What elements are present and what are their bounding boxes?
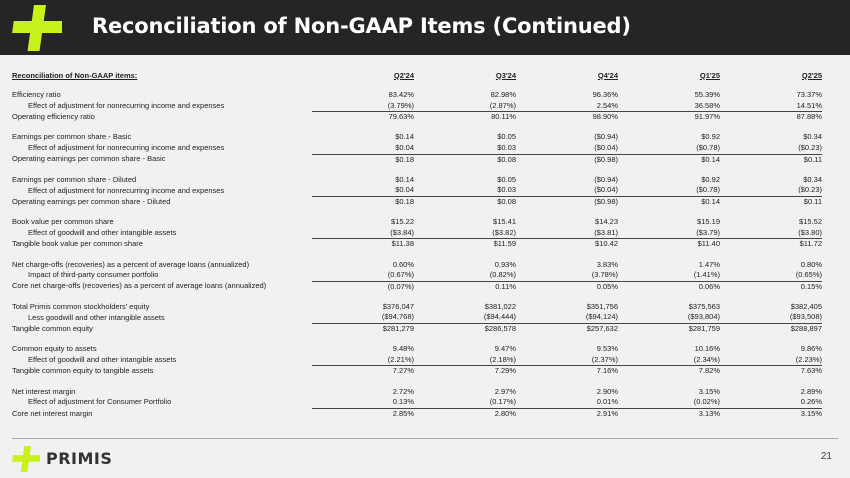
table-cell: 0.01% [516,397,618,408]
column-header: Q1'25 [699,70,720,80]
table-header-label: Reconciliation of Non-GAAP items: [12,70,138,80]
table-header-row [12,70,822,82]
table-cell: ($94,124) [516,312,618,323]
group-spacer [12,377,822,387]
table-row [12,366,822,377]
table-cell: 83.42% [388,90,414,99]
table-cell: $10.42 [595,239,618,249]
table-cell: $257,632 [586,324,618,334]
row-label: Tangible common equity [12,323,93,333]
table-cell: 9.86% [800,344,822,354]
table-cell: (2.21%) [312,355,414,366]
group-spacer [12,208,822,218]
table-cell: (2.23%) [720,355,822,366]
row-label: Net charge-offs (recoveries) as a percent of average loans (annualized) [12,259,250,269]
table-row [12,101,822,112]
table-cell: $381,022 [484,301,516,311]
table-cell: (2.87%) [414,101,516,112]
table-cell: 10.16% [694,344,720,354]
table-cell: 2.89% [800,386,822,396]
table-row [12,185,822,196]
table-cell: 14.51% [720,101,822,112]
table-row [12,112,822,123]
table-row [12,90,822,101]
footer-brand-name: PRIMIS [46,449,113,468]
table-cell: ($0.04) [516,185,618,196]
table-row [12,143,822,154]
table-cell: $11.38 [391,239,414,249]
row-label: Tangible common equity to tangible assets [12,366,154,376]
group-spacer [12,250,822,260]
row-label: Effect of adjustment for nonrecurring income and expenses [28,185,225,195]
reconciliation-table-container [12,70,840,419]
primis-cross-logo-icon [12,446,40,472]
table-cell: $0.04 [312,185,414,196]
table-row [12,260,822,271]
table-cell: 9.47% [494,344,516,354]
table-cell: $0.11 [803,154,822,164]
row-label: Common equity to assets [12,344,97,354]
table-cell: (0.07%) [387,281,414,291]
table-cell: 36.58% [618,101,720,112]
row-label: Total Primis common stockholders' equity [12,301,150,311]
table-cell: ($0.23) [720,143,822,154]
row-label: Tangible book value per common share [12,239,143,249]
table-cell: ($3.79) [618,228,720,239]
table-cell: 0.15% [800,281,822,291]
table-cell: (0.67%) [312,270,414,281]
table-row [12,387,822,398]
table-row [12,355,822,366]
table-cell: 80.11% [491,112,516,122]
table-cell: ($94,444) [414,312,516,323]
table-row [12,270,822,281]
slide-header [0,0,850,55]
table-cell: 82.98% [490,90,516,99]
table-cell: 2.72% [392,386,414,396]
table-row [12,344,822,355]
slide-title: Reconciliation of Non-GAAP Items (Continued) [92,14,631,38]
group-spacer [12,292,822,302]
table-cell: $281,279 [382,324,414,334]
row-label: Earnings per common share - Basic [12,132,132,142]
row-label: Operating earnings per common share - Diluted [12,196,171,206]
table-cell: 3.83% [596,259,618,269]
table-cell: (2.18%) [414,355,516,366]
table-cell: 0.05% [596,281,618,291]
table-cell: 55.39% [694,90,720,99]
row-label: Impact of third-party consumer portfolio [28,270,159,280]
table-cell: 73.37% [796,90,822,99]
table-cell: 91.97% [694,112,720,122]
table-row [12,324,822,335]
table-cell: ($0.23) [720,185,822,196]
table-cell: 7.82% [698,366,720,376]
table-cell: ($0.78) [618,143,720,154]
table-cell: $0.14 [395,132,414,142]
table-cell: 3.15% [800,408,822,418]
table-cell: 96.36% [592,90,618,99]
table-cell: $0.92 [701,132,720,142]
table-cell: 0.80% [800,259,822,269]
footer-divider [12,438,838,439]
table-cell: 2.97% [494,386,516,396]
table-cell: 87.88% [796,112,822,122]
table-cell: $0.92 [701,174,720,184]
reconciliation-table [12,70,822,419]
table-cell: 98.90% [592,112,618,122]
table-cell: 3.13% [698,408,720,418]
table-cell: 0.93% [494,259,516,269]
table-cell: ($0.98) [594,196,618,206]
table-cell: $15.41 [493,217,516,227]
table-cell: $0.18 [395,154,414,164]
table-cell: $15.52 [799,217,822,227]
table-cell: $0.18 [395,196,414,206]
group-spacer [12,165,822,175]
table-row [12,281,822,292]
table-cell: $0.08 [497,196,516,206]
table-cell: ($0.04) [516,143,618,154]
table-cell: $0.05 [497,132,516,142]
table-cell: $376,047 [382,301,414,311]
row-label: Earnings per common share - Diluted [12,174,137,184]
table-cell: 1.47% [698,259,720,269]
table-cell: 0.60% [392,259,414,269]
table-row [12,302,822,313]
table-row [12,228,822,239]
table-row [12,154,822,165]
row-label: Effect of goodwill and other intangible assets [28,355,177,365]
table-cell: $0.03 [414,143,516,154]
table-cell: $0.03 [414,185,516,196]
row-label: Effect of adjustment for nonrecurring income and expenses [28,143,225,153]
table-cell: 2.91% [596,408,618,418]
table-cell: $351,756 [586,301,618,311]
table-row [12,175,822,186]
table-cell: ($93,804) [618,312,720,323]
table-cell: $286,578 [484,324,516,334]
group-spacer [12,335,822,345]
row-label: Operating earnings per common share - Basic [12,154,166,164]
row-label: Core net interest margin [12,408,93,418]
table-cell: ($93,508) [720,312,822,323]
table-body [12,90,822,419]
table-cell: $0.34 [803,174,822,184]
table-cell: $0.11 [803,196,822,206]
table-cell: $14.23 [595,217,618,227]
row-label: Less goodwill and other intangible assets [28,312,165,322]
table-row [12,397,822,408]
row-label: Effect of adjustment for Consumer Portfolio [28,397,172,407]
table-cell: $11.59 [493,239,516,249]
table-row [12,217,822,228]
table-cell: $0.04 [312,143,414,154]
table-cell: (0.17%) [414,397,516,408]
column-header: Q2'25 [801,70,822,80]
group-spacer [12,123,822,133]
table-cell: (0.65%) [720,270,822,281]
primis-cross-logo-icon [12,5,62,51]
table-cell: (3.78%) [516,270,618,281]
table-cell: $382,405 [790,301,822,311]
table-cell: (0.82%) [414,270,516,281]
table-cell: 0.26% [720,397,822,408]
table-cell: $15.19 [697,217,720,227]
table-cell: 7.27% [392,366,414,376]
table-row [12,196,822,207]
table-cell: 2.80% [494,408,516,418]
table-cell: $0.14 [395,174,414,184]
table-cell: 0.13% [312,397,414,408]
column-header: Q4'24 [597,70,618,80]
column-header: Q2'24 [393,70,414,80]
row-label: Net interest margin [12,386,76,396]
table-cell: ($3.82) [414,228,516,239]
table-row [12,239,822,250]
table-cell: $11.40 [697,239,720,249]
row-label: Core net charge-offs (recoveries) as a percent of average loans (annualized) [12,281,267,291]
table-cell: (3.79%) [312,101,414,112]
table-cell: (1.41%) [618,270,720,281]
table-cell: 79.63% [388,112,414,122]
row-label: Book value per common share [12,217,114,227]
table-cell: (2.34%) [618,355,720,366]
page-number: 21 [820,451,832,462]
table-cell: 2.54% [516,101,618,112]
column-header: Q3'24 [495,70,516,80]
table-cell: ($0.94) [594,132,618,142]
table-cell: 7.29% [494,366,516,376]
table-cell: 2.85% [392,408,414,418]
table-cell: $0.14 [701,154,720,164]
table-cell: (2.37%) [516,355,618,366]
table-cell: ($3.84) [312,228,414,239]
table-cell: $0.14 [701,196,720,206]
table-cell: $0.34 [803,132,822,142]
table-cell: 9.53% [596,344,618,354]
table-cell: (0.02%) [618,397,720,408]
table-row [12,408,822,419]
table-cell: ($0.78) [618,185,720,196]
table-cell: ($3.80) [720,228,822,239]
table-cell: $281,759 [688,324,720,334]
table-cell: 3.15% [698,386,720,396]
row-label: Operating efficiency ratio [12,111,95,121]
table-row [12,132,822,143]
row-label: Efficiency ratio [12,90,61,99]
table-cell: $11.72 [799,239,822,249]
row-label: Effect of adjustment for nonrecurring income and expenses [28,100,225,110]
table-cell: $0.08 [497,154,516,164]
table-cell: 7.63% [800,366,822,376]
table-cell: $288,897 [790,324,822,334]
table-row [12,312,822,323]
table-cell: 9.48% [392,344,414,354]
table-cell: ($94,768) [312,312,414,323]
table-cell: ($0.94) [594,174,618,184]
row-label: Effect of goodwill and other intangible assets [28,227,177,237]
table-cell: ($0.98) [594,154,618,164]
table-cell: $375,563 [688,301,720,311]
table-cell: 2.90% [596,386,618,396]
table-cell: 0.06% [698,281,720,291]
table-cell: $15.22 [391,217,414,227]
table-cell: 7.16% [596,366,618,376]
table-cell: ($3.81) [516,228,618,239]
table-cell: $0.05 [497,174,516,184]
table-cell: 0.11% [495,281,516,291]
